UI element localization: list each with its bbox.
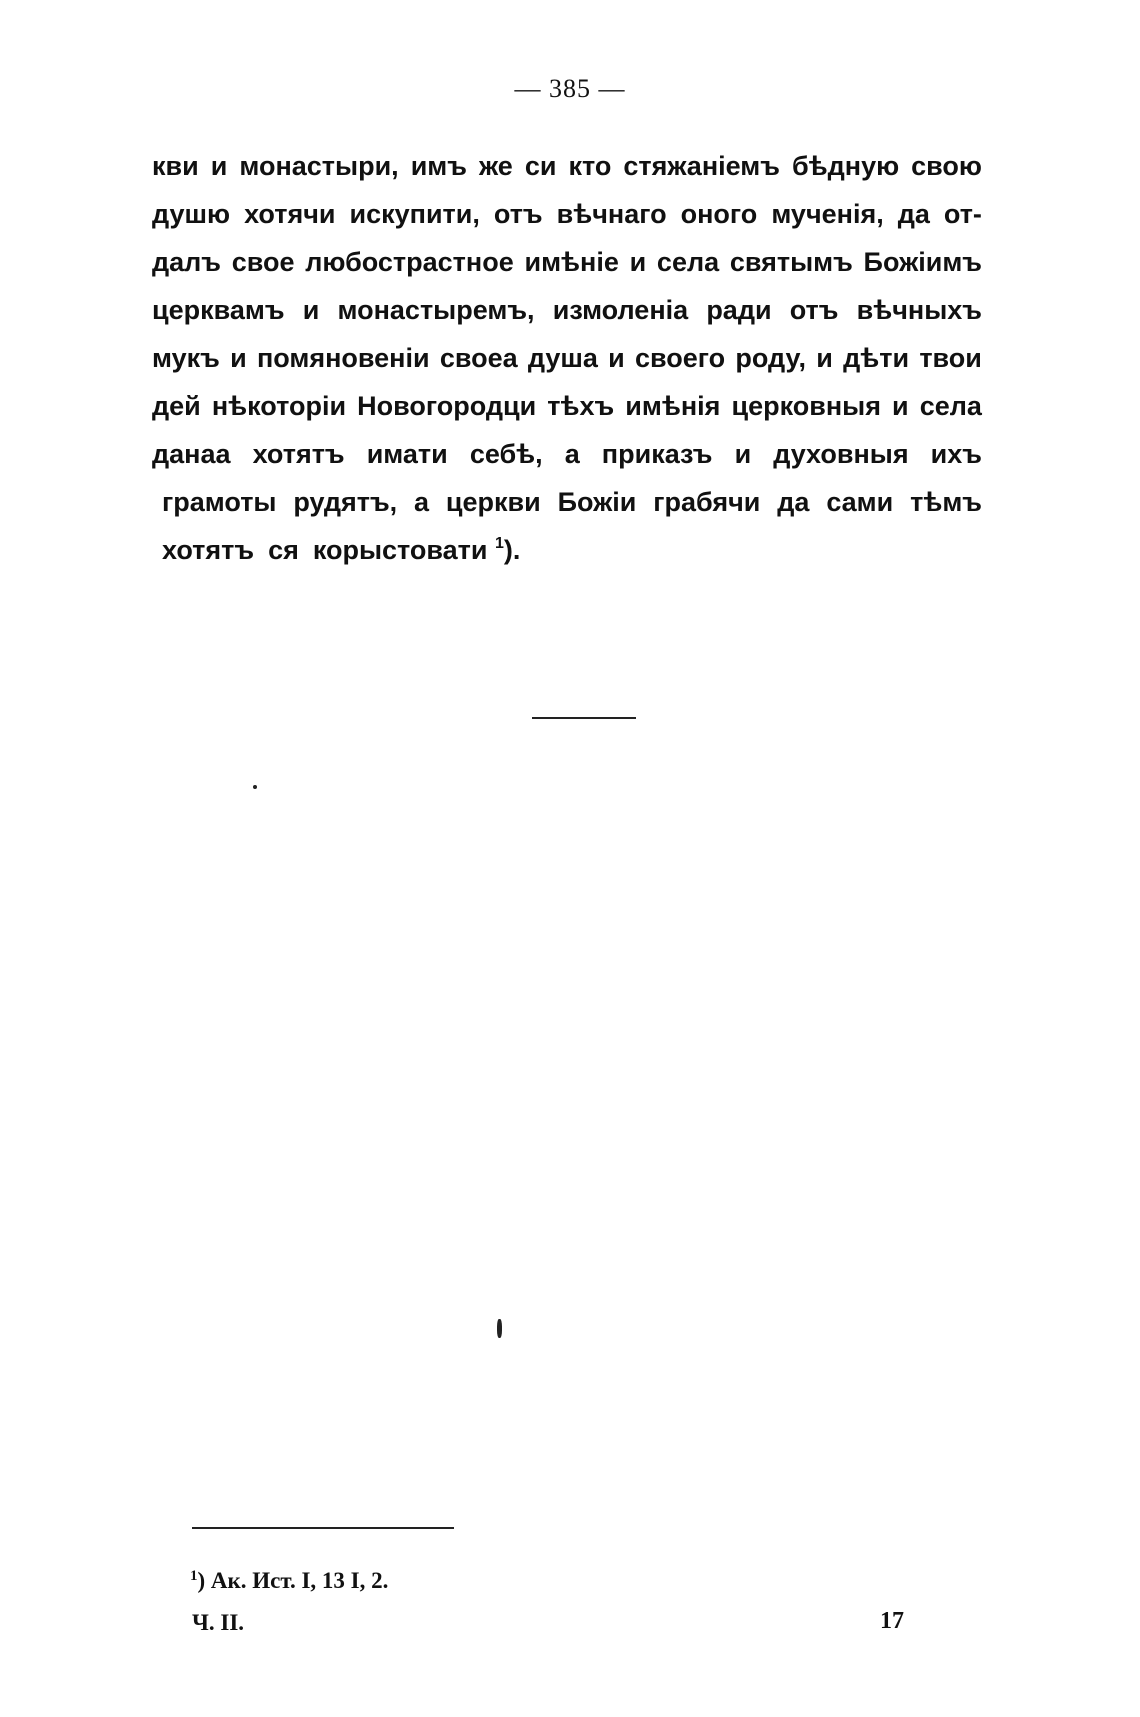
word: стяжаніемъ xyxy=(623,151,780,181)
word: далъ xyxy=(152,247,221,277)
word: Новогородци xyxy=(357,391,537,421)
word: грабячи xyxy=(653,487,761,517)
word: ради xyxy=(706,295,772,325)
word: хотячи xyxy=(244,199,336,229)
text-line xyxy=(152,334,982,382)
word: и xyxy=(816,343,833,373)
text-line xyxy=(152,526,982,574)
word: помяновеніи xyxy=(256,343,430,373)
word: си xyxy=(524,151,557,181)
word: ихъ xyxy=(930,439,982,469)
word: и xyxy=(629,247,647,277)
word: же xyxy=(478,151,513,181)
word: Божіимъ xyxy=(863,247,982,277)
footnote-marker: 1 xyxy=(190,1568,198,1584)
word: мученія, xyxy=(771,199,884,229)
word: и xyxy=(210,151,228,181)
word: ся xyxy=(268,535,299,565)
text-line xyxy=(152,238,982,286)
word: дѣти xyxy=(843,343,910,373)
word: твои xyxy=(919,343,982,373)
word: монастыри, xyxy=(239,151,399,181)
word: и xyxy=(608,343,625,373)
word: приказъ xyxy=(601,439,713,469)
word: имати xyxy=(366,439,448,469)
word: оного xyxy=(680,199,758,229)
word: имѣніе xyxy=(524,247,619,277)
word: искупити, xyxy=(349,199,480,229)
word: и xyxy=(734,439,752,469)
word: а xyxy=(564,439,580,469)
text-line xyxy=(152,190,982,238)
word: тѣмъ xyxy=(910,487,982,517)
word: тѣхъ xyxy=(547,391,615,421)
word: сами xyxy=(826,487,894,517)
word: душю xyxy=(152,199,231,229)
word: отъ xyxy=(789,295,839,325)
closing-punctuation: ). xyxy=(503,535,521,565)
section-divider xyxy=(532,717,636,719)
word: роду, xyxy=(735,343,807,373)
signature-mark: Ч. II. xyxy=(192,1610,245,1635)
word: душа xyxy=(527,343,598,373)
speck-mark xyxy=(253,785,257,789)
word: села xyxy=(919,391,982,421)
text-line xyxy=(152,478,982,526)
word: свою xyxy=(911,151,982,181)
word: святымъ xyxy=(729,247,853,277)
text-line xyxy=(152,382,982,430)
main-text xyxy=(152,142,982,574)
footnote-text: ) Ак. Ист. I, 13 I, 2. xyxy=(197,1568,389,1593)
word: кто xyxy=(568,151,612,181)
footnote xyxy=(190,1568,388,1594)
word: а xyxy=(414,487,430,517)
word: отъ xyxy=(493,199,543,229)
word: Божіи xyxy=(557,487,637,517)
word: монастыремъ, xyxy=(337,295,535,325)
word: от- xyxy=(943,199,982,229)
word: измоленіа xyxy=(552,295,689,325)
word: имѣнія xyxy=(625,391,721,421)
word: кви xyxy=(152,151,199,181)
word: мукъ xyxy=(152,343,220,373)
word: да xyxy=(897,199,930,229)
word: нѣкоторіи xyxy=(211,391,347,421)
word: бѣдную xyxy=(791,151,900,181)
text-line xyxy=(152,286,982,334)
word: вѣчныхъ xyxy=(856,295,982,325)
word: грамоты xyxy=(162,487,277,517)
word: любострастное xyxy=(305,247,514,277)
word: данаа xyxy=(152,439,231,469)
word: своеа xyxy=(439,343,518,373)
speck-mark xyxy=(497,1319,502,1338)
page-number: — 385 — xyxy=(514,74,626,103)
word: свое xyxy=(231,247,295,277)
word: и xyxy=(230,343,247,373)
footnote-reference: 1 xyxy=(495,535,504,552)
word: да xyxy=(777,487,810,517)
word: своего xyxy=(635,343,726,373)
text-line xyxy=(152,142,982,190)
word: и xyxy=(892,391,909,421)
word: имъ xyxy=(410,151,467,181)
word: себѣ, xyxy=(469,439,543,469)
word: корыстовати $^1$). xyxy=(312,535,521,565)
word: села xyxy=(656,247,720,277)
word: хотятъ xyxy=(162,535,255,565)
word: духовныя xyxy=(773,439,909,469)
footnote-divider xyxy=(192,1527,454,1529)
text-line xyxy=(152,430,982,478)
word: рудятъ, xyxy=(293,487,398,517)
word: вѣчнаго xyxy=(556,199,667,229)
word: дей xyxy=(152,391,201,421)
sheet-number: 17 xyxy=(880,1608,904,1634)
word: хотятъ xyxy=(252,439,345,469)
word: церквамъ xyxy=(152,295,285,325)
word: и xyxy=(302,295,320,325)
word: церкви xyxy=(445,487,541,517)
word: церковныя xyxy=(731,391,881,421)
